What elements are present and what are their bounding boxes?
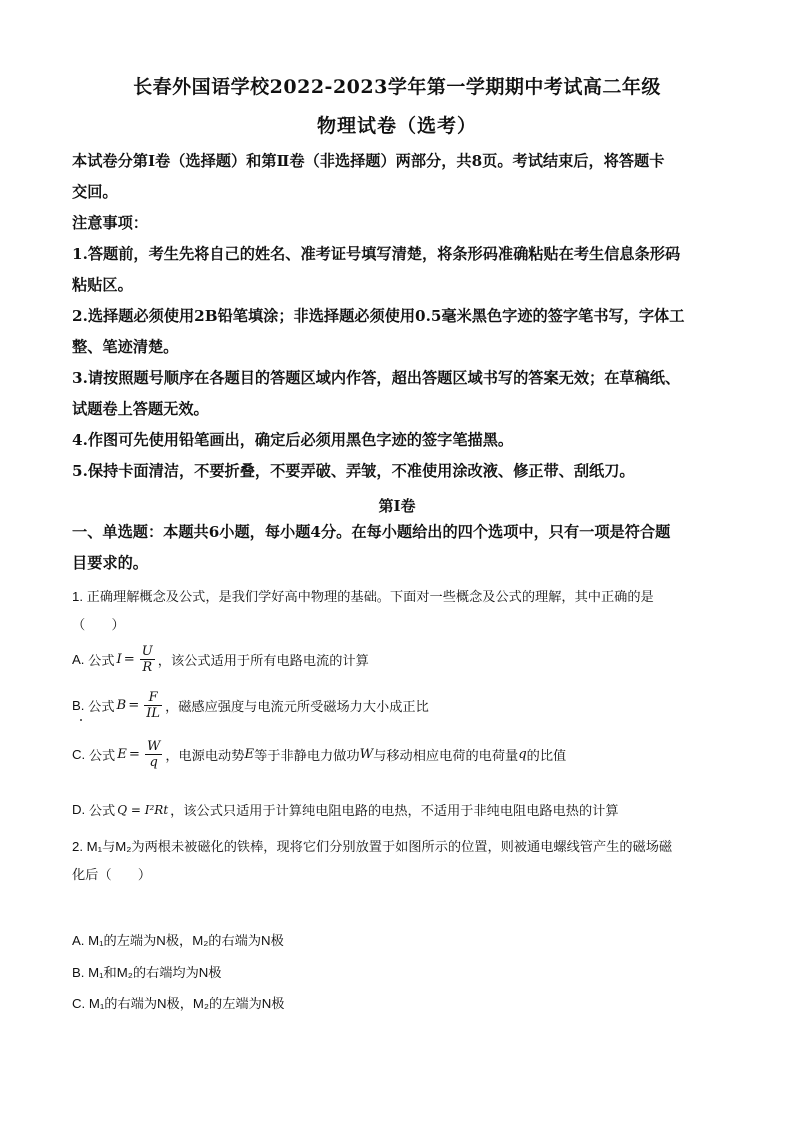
fraction-denominator: IL [146,706,161,721]
section-label: 第Ⅰ卷 [378,497,416,515]
note-item: 3.请按照题号顺序在各题目的答题区域内作答，超出答题区域书写的答案无效；在草稿纸、 [72,369,681,387]
note-item: 整、笔迹清楚。 [72,338,179,356]
option-text: 的比值 [526,748,567,763]
question-1-option-c [72,739,566,770]
option-text: ，电源电动势 [165,748,245,763]
section-heading-line: 目要求的。 [72,554,148,572]
fraction-denominator: q [149,755,158,770]
note-item: 粘贴区。 [72,276,133,294]
fraction-numerator: W [146,739,161,754]
note-item: 4.作图可先使用铅笔画出，确定后必须用黑色字迹的签字笔描黑。 [72,431,514,449]
option-prefix: 公式 [88,699,115,714]
formula-equals: = [128,747,140,762]
fraction-numerator: F [148,690,158,705]
question-1-option-a [72,644,369,675]
option-text: ，磁感应强度与电流元所受磁场力大小成正比 [165,699,429,714]
fraction-denominator: R [142,660,153,675]
note-item: 2.选择题必须使用2B铅笔填涂；非选择题必须使用0.5毫米黑色字迹的签字笔书写，字体工 [72,307,685,325]
intro-line: 交回。 [72,183,118,201]
question-1-option-b [72,690,429,721]
question-1-stem-line: （ ） [72,617,125,632]
option-prefix: 公式 [88,653,115,668]
stray-dot [80,719,82,721]
formula-fraction [144,690,162,721]
section-heading [72,517,732,579]
variable-q: q [518,747,527,762]
question-1-stem [72,587,732,635]
note-item: 1.答题前，考生先将自己的姓名、准考证号填写清楚，将条形码准确粘贴在考生信息条形码 [72,245,681,263]
formula-equals: = [123,652,135,667]
exam-title: 长春外国语学校2022-2023学年第一学期期中考试高二年级 [133,76,661,98]
formula-fraction [145,739,162,770]
option-text: 与移动相应电荷的电荷量 [373,748,519,763]
question-2-stem [72,837,732,885]
option-label: B. [72,698,85,713]
exam-subtitle: 物理试卷（选考） [316,115,477,137]
notes-heading: 注意事项： [72,214,148,232]
question-2-option-a: A. M₁的左端为N极，M₂的右端为N极 [72,933,284,948]
option-label: C. [72,747,86,762]
formula-lhs: E [117,747,127,762]
question-2-stem-line: 化后（ ） [72,867,152,882]
note-item: 5.保持卡面清洁，不要折叠，不要弄破、弄皱，不准使用涂改液、修正带、刮纸刀。 [72,462,635,480]
option-prefix: 公式 [88,803,116,818]
note-item: 试题卷上答题无效。 [72,400,209,418]
question-1-option-d [72,800,619,819]
formula-lhs: B [116,698,127,713]
intro-paragraph [72,146,732,208]
question-2-option-b: B. M₁和M₂的右端均为N极 [72,965,222,980]
formula-inline: Q = I²Rt [117,802,169,817]
option-text: ，该公式只适用于计算纯电阻电路的电热，不适用于非纯电阻电路电热的计算 [170,803,619,818]
question-1-stem-line: 1. 正确理解概念及公式，是我们学好高中物理的基础。下面对一些概念及公式的理解，其中正确的是 [72,589,654,604]
fraction-numerator: U [141,644,153,659]
formula-lhs: I [116,652,122,667]
variable-e: E [244,747,255,762]
section-heading-line: 一、单选题：本题共6小题，每小题4分。在每小题给出的四个选项中，只有一项是符合题 [72,523,671,541]
option-label: A. [72,652,85,667]
variable-w: W [359,747,374,762]
question-2-stem-line: 2. M₁与M₂为两根未被磁化的铁棒，现将它们分别放置于如图所示的位置，则被通电螺线管产生的磁场磁 [72,839,673,854]
option-text: ，该公式适用于所有电路电流的计算 [157,653,369,668]
option-label: D. [72,802,86,817]
notes-section [72,208,732,487]
option-text: 等于非静电力做功 [254,748,360,763]
formula-equals: = [128,698,140,713]
question-2-option-c: C. M₁的右端为N极，M₂的左端为N极 [72,996,285,1011]
intro-line: 本试卷分第Ⅰ卷（选择题）和第Ⅱ卷（非选择题）两部分，共8页。考试结束后，将答题卡 [72,152,665,170]
option-prefix: 公式 [88,748,116,763]
formula-fraction [140,644,155,675]
